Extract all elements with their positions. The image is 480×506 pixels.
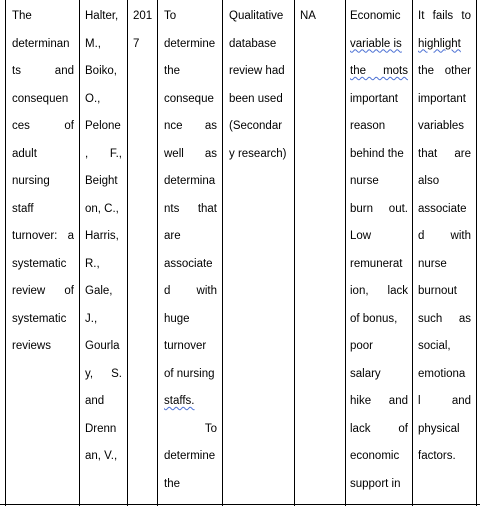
cell-authors xyxy=(85,3,122,471)
cell-line: (Secondar xyxy=(229,120,283,132)
cell-line: nurse xyxy=(350,175,379,187)
cell-line: staff xyxy=(12,202,34,215)
cell-line: Beight xyxy=(85,175,118,187)
cell-line: reason xyxy=(350,120,386,132)
cell-title xyxy=(12,3,74,361)
cell-line: y research) xyxy=(229,147,287,160)
cell-line xyxy=(418,31,471,59)
cell-line: Boiko, xyxy=(85,65,117,77)
cell-line: on, C., xyxy=(85,202,119,215)
cell-line: the xyxy=(164,65,180,77)
cell-line xyxy=(350,58,408,86)
cell-line: lack of xyxy=(350,422,408,435)
cell-line: support in xyxy=(350,477,401,490)
cell-line: Harris, xyxy=(85,230,119,242)
cell-line: salary xyxy=(350,367,381,380)
cell-line: , F., xyxy=(85,147,122,160)
cell-line xyxy=(164,388,217,416)
cell-line: associate xyxy=(418,202,467,215)
row-border xyxy=(0,504,480,505)
cell-aim xyxy=(164,3,217,498)
cell-line xyxy=(350,31,408,59)
cell-line: nursing xyxy=(12,175,50,187)
cell-line: ts and xyxy=(12,65,74,77)
cell-line: NA xyxy=(300,10,316,22)
cell-line: Low xyxy=(350,230,372,242)
cell-line: determine xyxy=(164,37,216,50)
cell-line: reviews xyxy=(12,340,51,352)
cell-line: determine xyxy=(164,450,216,462)
cell-line: 7 xyxy=(133,37,140,50)
column-border xyxy=(294,0,295,506)
cell-line: the xyxy=(164,477,180,490)
cell-line: poor xyxy=(350,340,374,352)
cell-line: O., xyxy=(85,92,101,105)
column-border xyxy=(412,0,413,506)
cell-line: been used xyxy=(229,92,283,105)
cell-line: such as xyxy=(418,312,471,325)
cell-line: d with xyxy=(164,285,217,297)
cell-line: of nursing xyxy=(164,367,215,380)
cell-findings xyxy=(350,3,408,498)
cell-line: determina xyxy=(164,175,216,187)
spellcheck-text: highlight xyxy=(418,37,461,50)
cell-line: economic xyxy=(350,450,400,462)
cell-line: y, S. xyxy=(85,367,122,380)
cell-line: nurse xyxy=(418,257,447,270)
cell-year xyxy=(133,3,153,58)
cell-line: nts that xyxy=(164,202,217,215)
cell-line: Gourla xyxy=(85,340,120,352)
cell-line: determinan xyxy=(12,37,70,50)
cell-line: that are xyxy=(418,147,471,160)
cell-line: remunerat xyxy=(350,257,403,270)
cell-line: important xyxy=(350,92,398,105)
cell-line: adult xyxy=(12,147,37,160)
column-border xyxy=(5,0,6,506)
cell-line: burn out. xyxy=(350,202,408,215)
spellcheck-text: variable is xyxy=(350,37,402,50)
cell-line: M., xyxy=(85,37,101,50)
cell-line: behind the xyxy=(350,147,404,160)
cell-line: also xyxy=(418,175,440,187)
cell-limitations xyxy=(418,3,471,471)
column-border xyxy=(222,0,223,506)
cell-line: associate xyxy=(164,257,213,270)
cell-line: review had xyxy=(229,65,285,77)
column-border xyxy=(127,0,128,506)
cell-line: conseque xyxy=(164,92,214,105)
column-border xyxy=(79,0,80,506)
cell-line: variables xyxy=(418,120,465,132)
cell-line: ion, lack xyxy=(350,285,408,297)
cell-line: d with xyxy=(418,230,471,242)
column-border xyxy=(157,0,158,506)
cell-line: turnover xyxy=(164,340,207,352)
cell-sample xyxy=(300,3,340,31)
cell-line: To xyxy=(164,10,177,22)
cell-line: consequen xyxy=(12,92,69,105)
cell-line: important xyxy=(418,92,466,105)
cell-line: 201 xyxy=(133,10,153,22)
cell-line: nce as xyxy=(164,120,217,132)
cell-line: physical xyxy=(418,422,460,435)
cell-line: systematic xyxy=(12,312,67,325)
column-border xyxy=(345,0,346,506)
cell-line: burnout xyxy=(418,285,458,297)
cell-line: of bonus, xyxy=(350,312,398,325)
cell-line: well as xyxy=(164,147,217,160)
cell-line: Pelone xyxy=(85,120,121,132)
cell-line: the other xyxy=(418,65,471,77)
cell-line: It fails to xyxy=(418,10,471,22)
cell-line: R., xyxy=(85,257,100,270)
cell-line: Drenn xyxy=(85,422,117,435)
cell-method xyxy=(229,3,291,168)
cell-line: Gale, xyxy=(85,285,113,297)
cell-line: factors. xyxy=(418,450,456,462)
cell-line: hike and xyxy=(350,395,408,407)
cell-line: ces of xyxy=(12,120,74,132)
cell-line: J., xyxy=(85,312,98,325)
cell-line: review of xyxy=(12,285,74,297)
cell-line: systematic xyxy=(12,257,67,270)
cell-line: database xyxy=(229,37,277,50)
cell-line: Economic xyxy=(350,10,401,22)
cell-line: To xyxy=(204,422,217,435)
cell-line: The xyxy=(12,10,32,22)
cell-line: turnover: a xyxy=(12,230,74,242)
spellcheck-text: the mots xyxy=(350,65,408,77)
cell-line: emotiona xyxy=(418,367,466,380)
cell-line: social, xyxy=(418,340,451,352)
cell-line: huge xyxy=(164,312,190,325)
cell-line: an, V., xyxy=(85,450,118,462)
column-border xyxy=(476,0,477,506)
cell-line: Qualitative xyxy=(229,10,284,22)
spellcheck-text: staffs. xyxy=(164,395,195,407)
cell-line: l and xyxy=(418,395,471,407)
cell-line: Halter, xyxy=(85,10,119,22)
cell-line: are xyxy=(164,230,181,242)
cell-line: and xyxy=(85,395,105,407)
